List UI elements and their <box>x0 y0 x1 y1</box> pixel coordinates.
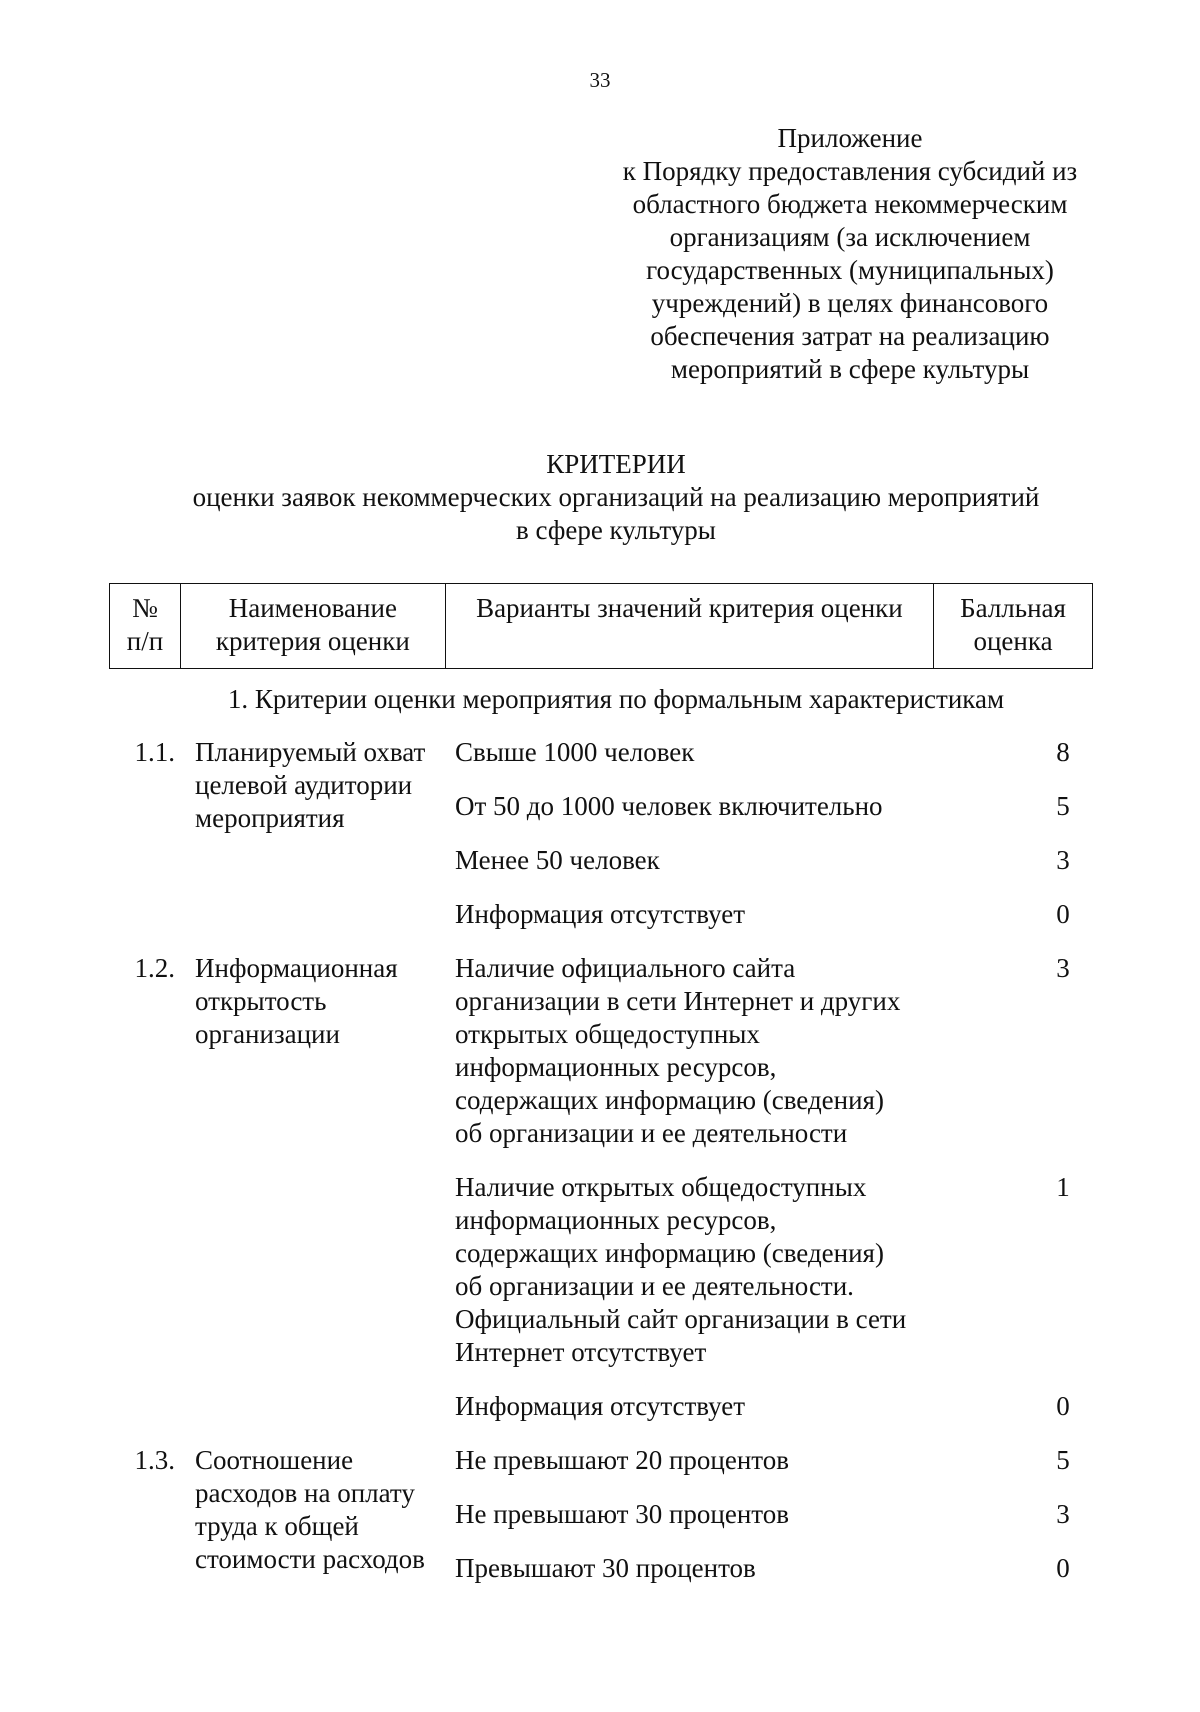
criteria-table-header <box>109 583 1093 669</box>
appendix-line: учреждений) в целях финансового <box>651 288 1049 318</box>
variant-row <box>455 952 1093 1150</box>
variant-text <box>455 1444 1033 1477</box>
variant-text-line: об организации и ее деятельности. <box>455 1271 854 1301</box>
criterion-variants <box>455 952 1093 1444</box>
header-cell-name <box>180 584 445 669</box>
variant-text-line: Интернет отсутствует <box>455 1337 707 1367</box>
variant-row <box>455 1498 1093 1531</box>
header-cell-num <box>110 584 181 669</box>
header-text: Балльная <box>960 593 1066 623</box>
variant-score: 5 <box>1056 791 1070 821</box>
criterion-name <box>187 952 455 1444</box>
criterion-name-line: открытость <box>195 986 327 1016</box>
page-number: 33 <box>589 68 611 92</box>
header-text: оценка <box>973 626 1053 656</box>
variant-text-line: организации в сети Интернет и других <box>455 986 901 1016</box>
appendix-line: Приложение <box>777 123 923 153</box>
appendix-line: мероприятий в сфере культуры <box>670 354 1030 384</box>
variant-text-line: содержащих информацию (сведения) <box>455 1085 884 1115</box>
criterion-name <box>187 1444 455 1606</box>
table-header-row <box>110 584 1093 669</box>
variant-text-line: открытых общедоступных <box>455 1019 760 1049</box>
appendix-line: организациям (за исключением <box>669 222 1031 252</box>
variant-text-line: Информация отсутствует <box>455 1391 746 1421</box>
variant-text-line: информационных ресурсов, <box>455 1205 777 1235</box>
header-text: Варианты значений критерия оценки <box>476 593 903 623</box>
variant-text <box>455 1498 1033 1531</box>
criterion-number: 1.2. <box>134 953 175 983</box>
criterion-name-line: расходов на оплату <box>195 1478 415 1508</box>
variant-text-line: об организации и ее деятельности <box>455 1118 848 1148</box>
variant-row <box>455 1552 1093 1585</box>
variant-text-line: Менее 50 человек <box>455 845 660 875</box>
variant-text <box>455 1390 1033 1423</box>
header-text: Наименование <box>228 593 397 623</box>
heading-subtitle-line: оценки заявок некоммерческих организаций на реализацию мероприятий <box>192 482 1040 512</box>
variant-score: 3 <box>1056 953 1070 983</box>
criterion-number: 1.3. <box>134 1445 175 1475</box>
variant-text-line: Наличие открытых общедоступных <box>455 1172 867 1202</box>
section-title: 1. Критерии оценки мероприятия по формальным характеристикам <box>227 684 1005 714</box>
variant-text-line: Свыше 1000 человек <box>455 737 695 767</box>
variant-text-line: Превышают 30 процентов <box>455 1553 756 1583</box>
variant-score: 1 <box>1056 1172 1070 1202</box>
appendix-line: государственных (муниципальных) <box>646 255 1054 285</box>
criterion-name-line: Соотношение <box>195 1445 354 1475</box>
variant-text-line: Не превышают 20 процентов <box>455 1445 789 1475</box>
variant-text-line: От 50 до 1000 человек включительно <box>455 791 883 821</box>
variant-text <box>455 1552 1033 1585</box>
variant-row <box>455 736 1093 769</box>
criterion-row <box>109 736 1093 952</box>
criteria-list <box>109 736 1093 1606</box>
header-text: № <box>132 593 158 623</box>
criterion-name <box>187 736 455 952</box>
criterion-name-line: организации <box>195 1019 340 1049</box>
variant-text <box>455 898 1033 931</box>
variant-text <box>455 790 1033 823</box>
variant-score: 0 <box>1056 899 1070 929</box>
heading-title: КРИТЕРИИ <box>546 449 686 479</box>
document-heading <box>0 448 1200 547</box>
variant-row <box>455 1444 1093 1477</box>
variant-text-line: информационных ресурсов, <box>455 1052 777 1082</box>
criterion-name-line: целевой аудитории <box>195 770 413 800</box>
variant-text-line: содержащих информацию (сведения) <box>455 1238 884 1268</box>
variant-text <box>455 952 1033 1150</box>
criterion-variants <box>455 736 1093 952</box>
variant-row <box>455 1171 1093 1369</box>
variant-row <box>455 790 1093 823</box>
criterion-name-line: труда к общей <box>195 1511 359 1541</box>
header-text: п/п <box>126 626 164 656</box>
header-text: критерия оценки <box>215 626 410 656</box>
variant-text-line: Наличие официального сайта <box>455 953 796 983</box>
variant-score: 5 <box>1056 1445 1070 1475</box>
variant-text-line: Информация отсутствует <box>455 899 746 929</box>
variant-row <box>455 898 1093 931</box>
variant-row <box>455 844 1093 877</box>
header-cell-variants <box>445 584 933 669</box>
variant-text <box>455 844 1033 877</box>
criterion-name-line: мероприятия <box>195 803 345 833</box>
variant-score: 0 <box>1056 1553 1070 1583</box>
variant-score: 3 <box>1056 1499 1070 1529</box>
heading-subtitle-line: в сфере культуры <box>516 515 716 545</box>
variant-text <box>455 1171 1033 1369</box>
criterion-name-line: Информационная <box>195 953 398 983</box>
criterion-row <box>109 1444 1093 1606</box>
variant-score: 8 <box>1056 737 1070 767</box>
criterion-variants <box>455 1444 1093 1606</box>
variant-row <box>455 1390 1093 1423</box>
appendix-block <box>560 122 1140 386</box>
header-cell-score <box>934 584 1093 669</box>
variant-text <box>455 736 1033 769</box>
criterion-name-line: Планируемый охват <box>195 737 426 767</box>
criterion-row <box>109 952 1093 1444</box>
variant-score: 0 <box>1056 1391 1070 1421</box>
appendix-line: областного бюджета некоммерческим <box>632 189 1068 219</box>
appendix-line: обеспечения затрат на реализацию <box>650 321 1050 351</box>
criterion-number: 1.1. <box>134 737 175 767</box>
appendix-line: к Порядку предоставления субсидий из <box>622 156 1078 186</box>
criterion-name-line: стоимости расходов <box>195 1544 425 1574</box>
variant-score: 3 <box>1056 845 1070 875</box>
variant-text-line: Официальный сайт организации в сети <box>455 1304 907 1334</box>
variant-text-line: Не превышают 30 процентов <box>455 1499 789 1529</box>
